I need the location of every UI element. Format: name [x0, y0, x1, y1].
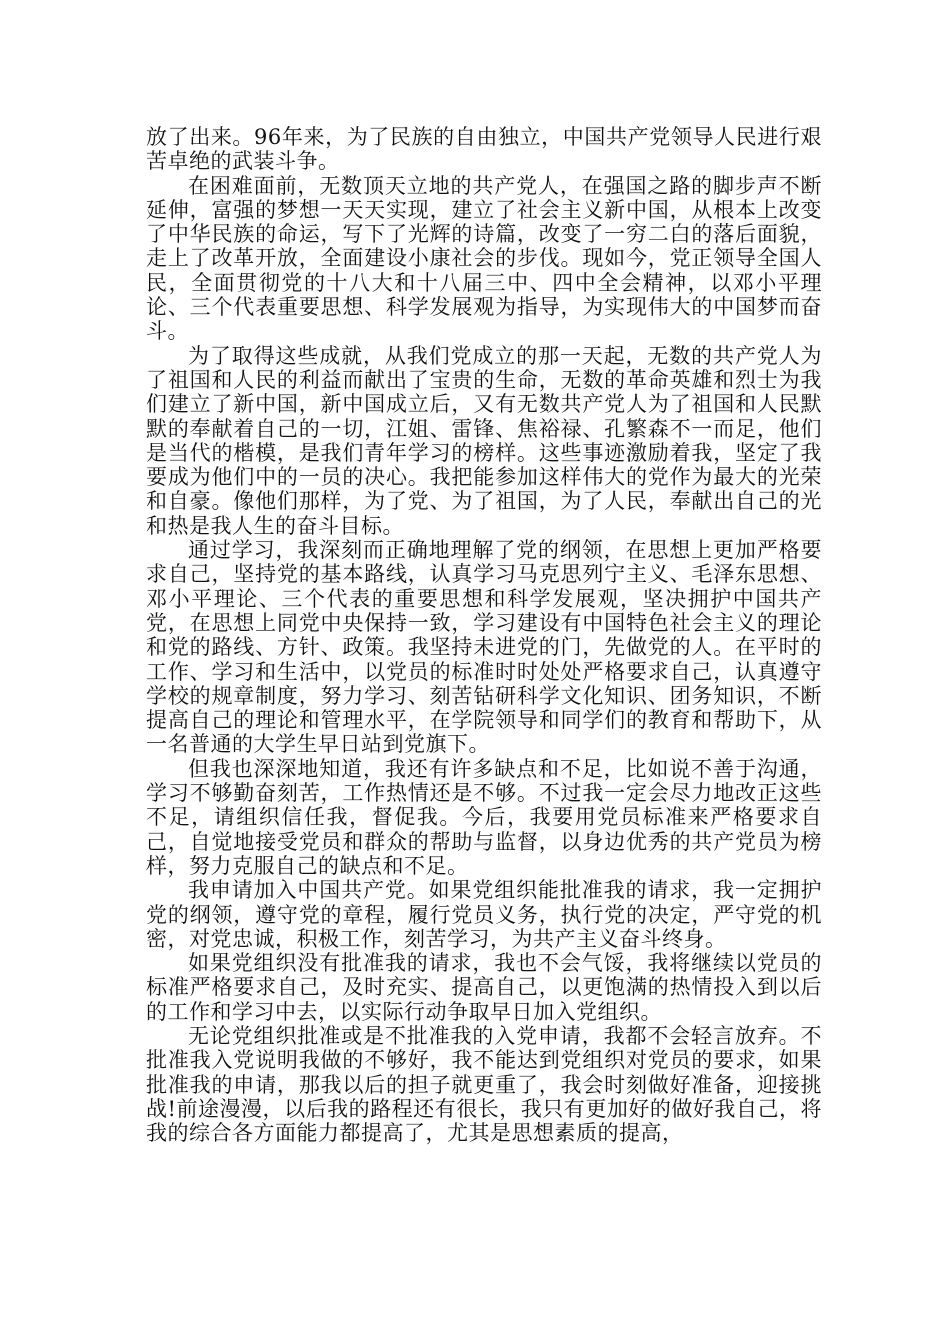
paragraph-8: 无论党组织批准或是不批准我的入党申请，我都不会轻言放弃。不批准我入党说明我做的不够好，我不能达到党组织对党员的要求，如果批准我的申请，那我以后的担子就更重了，我会时刻做好准备，迎接挑战!前途漫漫，以后我的路程还有很长，我只有更加好的做好我自己，将我的综合各方面能力都提高了，尤其是思想素质的提高，: [146, 1023, 822, 1146]
paragraph-1: 放了出来。96年来，为了民族的自由独立，中国共产党领导人民进行艰苦卓绝的武装斗争。: [146, 125, 822, 174]
paragraph-7: 如果党组织没有批准我的请求，我也不会气馁，我将继续以党员的标准严格要求自己，及时充实、提高自己，以更饱满的热情投入到以后的工作和学习中去，以实际行动争取早日加入党组织。: [146, 951, 822, 1024]
document-body: [146, 125, 822, 1145]
paragraph-3: 为了取得这些成就，从我们党成立的那一天起，无数的共产党人为了祖国和人民的利益而献出了宝贵的生命，无数的革命英雄和烈士为我们建立了新中国，新中国成立后，又有无数共产党人为了祖国和人民默默的奉献着自己的一切，江姐、雷锋、焦裕禄、孔繁森不一而足，他们是当代的楷模，是我们青年学习的榜样。这些事迹激励着我，坚定了我要成为他们中的一员的决心。我把能参加这样伟大的党作为最大的光荣和自豪。像他们那样，为了党、为了祖国，为了人民，奉献出自己的光和热是我人生的奋斗目标。: [146, 343, 822, 538]
paragraph-2: 在困难面前，无数顶天立地的共产党人，在强国之路的脚步声不断延伸，富强的梦想一天天实现，建立了社会主义新中国，从根本上改变了中华民族的命运，写下了光辉的诗篇，改变了一穷二白的落后面貌，走上了改革开放，全面建设小康社会的步伐。现如今，党正领导全国人民，全面贯彻党的十八大和十八届三中、四中全会精神，以邓小平理论、三个代表重要思想、科学发展观为指导，为实现伟大的中国梦而奋斗。: [146, 173, 822, 344]
paragraph-4: 通过学习，我深刻而正确地理解了党的纲领，在思想上更加严格要求自己，坚持党的基本路线，认真学习马克思列宁主义、毛泽东思想、邓小平理论、三个代表的重要思想和科学发展观，坚决拥护中国共产党，在思想上同党中央保持一致，学习建设有中国特色社会主义的理论和党的路线、方针、政策。我坚持未进党的门，先做党的人。在平时的工作、学习和生活中，以党员的标准时时处处严格要求自己，认真遵守学校的规章制度，努力学习、刻苦钻研科学文化知识、团务知识，不断提高自己的理论和管理水平，在学院领导和同学们的教育和帮助下，从一名普通的大学生早日站到党旗下。: [146, 538, 822, 757]
paragraph-5: 但我也深深地知道，我还有许多缺点和不足，比如说不善于沟通，学习不够勤奋刻苦，工作热情还是不够。不过我一定会尽力地改正这些不足，请组织信任我，督促我。今后，我要用党员标准来严格要求自己，自觉地接受党员和群众的帮助与监督，以身边优秀的共产党员为榜样，努力克服自己的缺点和不足。: [146, 756, 822, 878]
paragraph-6: 我申请加入中国共产党。如果党组织能批准我的请求，我一定拥护党的纲领，遵守党的章程，履行党员义务，执行党的决定，严守党的机密，对党忠诚，积极工作，刻苦学习，为共产主义奋斗终身。: [146, 878, 822, 951]
